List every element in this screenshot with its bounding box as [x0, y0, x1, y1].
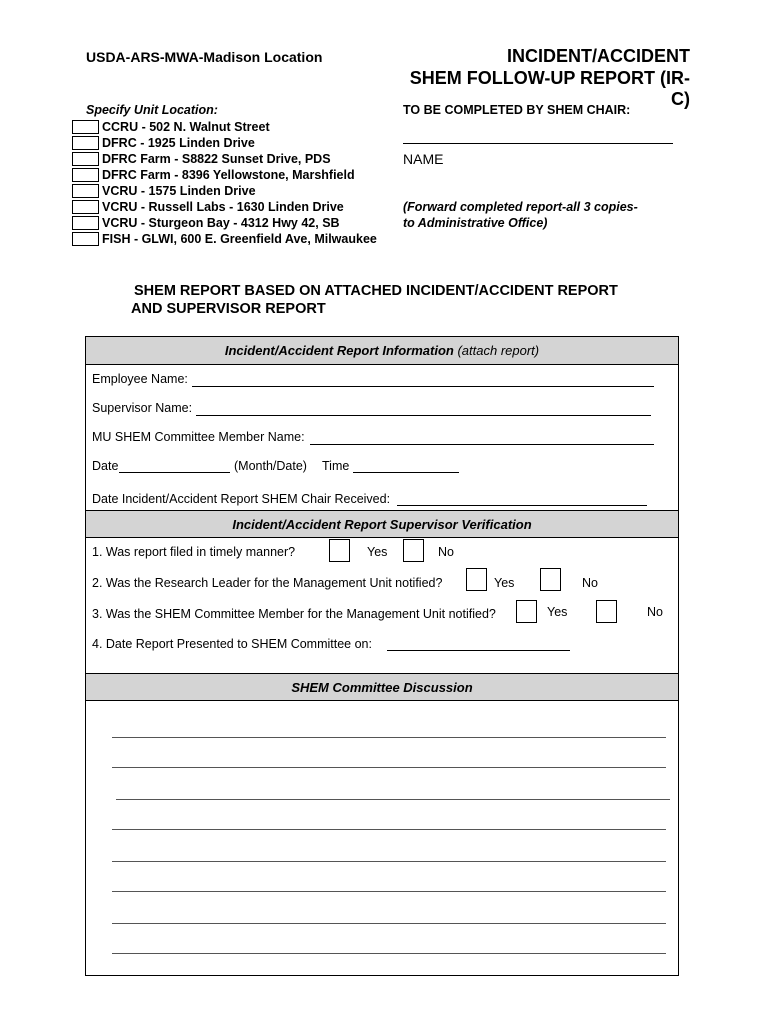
q1-yes-checkbox[interactable] [329, 539, 350, 562]
discussion-line [112, 767, 666, 768]
unit-location-label: Specify Unit Location: [86, 103, 218, 117]
report-title-line1: SHEM REPORT BASED ON ATTACHED INCIDENT/ACCIDENT REPORT [134, 283, 618, 299]
unit-option-vcru [72, 183, 256, 199]
form-title-line1: INCIDENT/ACCIDENT [507, 46, 690, 66]
q1-yes-label: Yes [367, 545, 388, 559]
report-form-box [85, 336, 679, 976]
forward-note-line2: to Administrative Office) [403, 216, 548, 230]
date-received-field[interactable] [397, 505, 647, 506]
unit-option-vcru-russell [72, 199, 344, 215]
discussion-line [112, 829, 666, 830]
section-committee-discussion-heading: SHEM Committee Discussion [86, 673, 678, 701]
q1-no-checkbox[interactable] [403, 539, 424, 562]
q3-no-label: No [647, 605, 663, 619]
section-heading-note: (attach report) [457, 343, 540, 358]
date-field[interactable] [119, 472, 230, 473]
q3-yes-label: Yes [547, 605, 568, 619]
employee-name-field[interactable] [192, 386, 654, 387]
date-label: Date [92, 459, 119, 473]
unit-checkbox[interactable] [72, 152, 99, 166]
name-label: NAME [403, 151, 444, 167]
chair-signature-field[interactable] [403, 143, 673, 144]
q2-yes-label: Yes [494, 576, 515, 590]
unit-option-dfrc-farm-marshfield [72, 167, 355, 183]
question-3: 3. Was the SHEM Committee Member for the Management Unit notified? [92, 607, 496, 621]
discussion-area[interactable] [86, 701, 678, 975]
date-received-label: Date Incident/Accident Report SHEM Chair Received: [92, 492, 391, 506]
q2-yes-checkbox[interactable] [466, 568, 487, 591]
section-supervisor-verification-heading: Incident/Accident Report Supervisor Verification [86, 510, 678, 538]
shem-chair-label: TO BE COMPLETED BY SHEM CHAIR: [403, 103, 631, 117]
section-report-information-heading [86, 337, 678, 365]
question-4: 4. Date Report Presented to SHEM Committee on: [92, 637, 372, 651]
unit-option-fish [72, 231, 377, 247]
q2-no-label: No [582, 576, 598, 590]
time-label: Time [322, 459, 350, 473]
unit-option-label: VCRU - 1575 Linden Drive [102, 184, 256, 198]
committee-member-label: MU SHEM Committee Member Name: [92, 430, 305, 444]
supervisor-name-label: Supervisor Name: [92, 401, 193, 415]
unit-option-label: DFRC Farm - S8822 Sunset Drive, PDS [102, 152, 331, 166]
committee-member-field[interactable] [310, 444, 654, 445]
q3-no-checkbox[interactable] [596, 600, 617, 623]
discussion-line [112, 923, 666, 924]
report-title-line2: AND SUPERVISOR REPORT [131, 301, 326, 317]
unit-option-label: VCRU - Sturgeon Bay - 4312 Hwy 42, SB [102, 216, 340, 230]
unit-option-label: DFRC Farm - 8396 Yellowstone, Marshfield [102, 168, 355, 182]
unit-checkbox[interactable] [72, 136, 99, 150]
unit-option-vcru-sturgeon [72, 215, 340, 231]
question-1: 1. Was report filed in timely manner? [92, 545, 296, 559]
location-title: USDA-ARS-MWA-Madison Location [86, 49, 323, 65]
discussion-line [112, 737, 666, 738]
unit-checkbox[interactable] [72, 168, 99, 182]
unit-option-dfrc-farm-pds [72, 151, 331, 167]
q2-no-checkbox[interactable] [540, 568, 561, 591]
unit-option-ccru [72, 119, 270, 135]
discussion-line [112, 861, 666, 862]
supervisor-name-field[interactable] [196, 415, 651, 416]
unit-option-label: DFRC - 1925 Linden Drive [102, 136, 255, 150]
unit-option-dfrc [72, 135, 255, 151]
q1-no-label: No [438, 545, 454, 559]
employee-name-label: Employee Name: [92, 372, 188, 386]
question-2: 2. Was the Research Leader for the Management Unit notified? [92, 576, 443, 590]
discussion-line [116, 799, 670, 800]
q3-yes-checkbox[interactable] [516, 600, 537, 623]
forward-note-line1: (Forward completed report-all 3 copies- [403, 200, 638, 214]
unit-checkbox[interactable] [72, 216, 99, 230]
date-presented-field[interactable] [387, 650, 570, 651]
unit-checkbox[interactable] [72, 200, 99, 214]
unit-checkbox[interactable] [72, 120, 99, 134]
unit-checkbox[interactable] [72, 184, 99, 198]
unit-option-label: CCRU - 502 N. Walnut Street [102, 120, 270, 134]
unit-option-label: FISH - GLWI, 600 E. Greenfield Ave, Milwaukee [102, 232, 377, 246]
discussion-line [112, 891, 666, 892]
date-format-label: (Month/Date) [234, 459, 307, 473]
discussion-line [112, 953, 666, 954]
unit-checkbox[interactable] [72, 232, 99, 246]
time-field[interactable] [353, 472, 459, 473]
section-heading-text: Incident/Accident Report Information [224, 343, 454, 358]
unit-option-label: VCRU - Russell Labs - 1630 Linden Drive [102, 200, 344, 214]
form-title-line2: SHEM FOLLOW-UP REPORT (IR-C) [409, 68, 690, 109]
